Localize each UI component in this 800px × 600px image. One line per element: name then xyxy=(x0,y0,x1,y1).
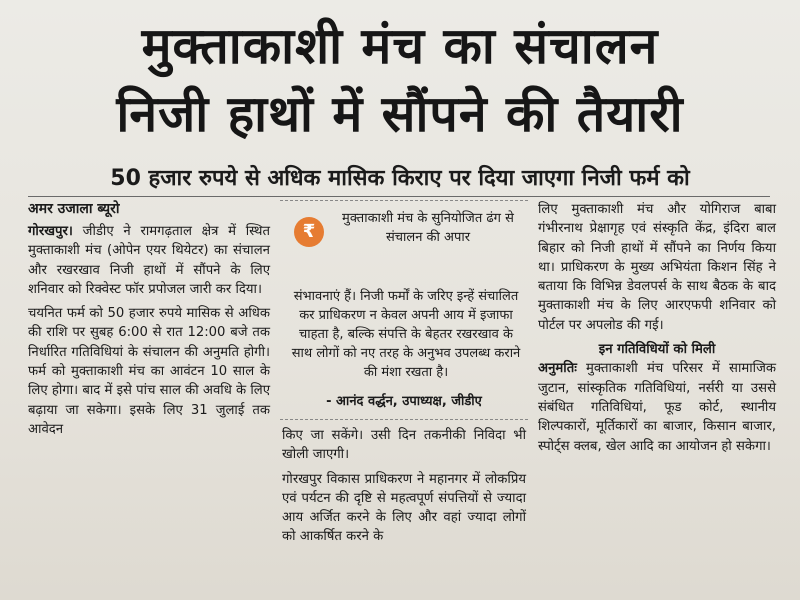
rupee-swirl-icon: ₹ xyxy=(294,217,324,247)
paragraph-2: चयनित फर्म को 50 हजार रुपये मासिक से अधिक की राशि पर सुबह 6:00 से रात 12:00 बजे तक निर्धारित गतिविधियां के संचालन की अनुमति होगी। फर्म को मुक्ताकाशी मंच का आवंटन 10 साल के लिए होगा। बाद में इसे पांच साल की अवधि के लिए बढ़ाया जा सकेगा। इसके लिए 31 जुलाई तक आवेदन xyxy=(28,306,270,437)
subheadline: 50 हजार रुपये से अधिक मासिक किराए पर दिया जाएगा निजी फर्म को xyxy=(110,166,690,191)
article-column-2 xyxy=(282,426,526,552)
byline: अमर उजाला ब्यूरो xyxy=(28,201,120,217)
article-column-1 xyxy=(28,222,270,444)
dateline-city: गोरखपुर। xyxy=(28,224,73,239)
divider-rule xyxy=(28,196,770,197)
paragraph-6-text: मुक्ताकाशी मंच परिसर में सामाजिक जुटान, सांस्कृतिक गतिविधियां, नर्सरी या उससे संबंधित गतिविधियां, फूड कोर्ट, स्थानीय शिल्पकारों, मूर्तिकारों का बाजार, किसान बाजार, स्पोर्ट्स क्लब, खेल आदि का आयोजन हो सकेगा। xyxy=(538,361,776,454)
subsection-lead: अनुमतिः xyxy=(538,361,577,377)
pull-quote-box xyxy=(280,200,528,420)
paragraph-6 xyxy=(538,359,776,455)
subsection-heading: इन गतिविधियों को मिली xyxy=(598,342,716,358)
quote-text-top: मुक्ताकाशी मंच के सुनियोजित ढंग से संचालन की अपार xyxy=(342,211,514,245)
paragraph-1-text: जीडीए ने रामगढ़ताल क्षेत्र में स्थित मुक्ताकाशी मंच (ओपेन एयर थियेटर) का संचालन और रखरखाव निजी हाथों में सौंपने के लिए शनिवार को रिक्वेस्ट फॉर प्रपोजल जारी कर दिया। xyxy=(28,224,270,297)
paragraph-1 xyxy=(28,222,270,299)
article-column-3 xyxy=(538,200,776,461)
quote-text-rest: संभावनाएं हैं। निजी फर्मों के जरिए इन्हें संचालित कर प्राधिकरण न केवल अपनी आय में इजाफा चाहता है, बल्कि संपत्ति के बेहतर रखरखाव के साथ लोगों को नए तरह के अनुभव उपलब्ध कराने की मंशा रखता है। xyxy=(291,289,521,380)
headline-line-1: मुक्ताकाशी मंच का संचालन xyxy=(141,17,659,75)
quote-attribution: - आनंद वर्द्धन, उपाध्यक्ष, जीडीए xyxy=(326,394,482,409)
paragraph-3: किए जा सकेंगे। उसी दिन तकनीकी निविदा भी खोली जाएगी। xyxy=(282,428,526,463)
paragraph-4: गोरखपुर विकास प्राधिकरण ने महानगर में लोकप्रिय एवं पर्यटन की दृष्टि से महत्वपूर्ण संपत्तियों से ज्यादा आय अर्जित करने के लिए और वहां ज्यादा लोगों को आकर्षित करने के xyxy=(282,471,526,545)
headline-line-2: निजी हाथों में सौंपने की तैयारी xyxy=(116,85,684,143)
paragraph-5: लिए मुक्ताकाशी मंच और योगिराज बाबा गंभीरनाथ प्रेक्षागृह एवं संस्कृति केंद्र, इंदिरा बाल बिहार को निजी हाथों में सौंपने का निर्णय किया था। प्राधिकरण के मुख्य अभियंता किशन सिंह ने बताया कि विभिन्न डेवलपर्स के साथ बैठक के बाद मुक्ताकाशी मंच के लिए आरएफपी शनिवार को पोर्टल पर अपलोड की गई। xyxy=(538,202,776,333)
